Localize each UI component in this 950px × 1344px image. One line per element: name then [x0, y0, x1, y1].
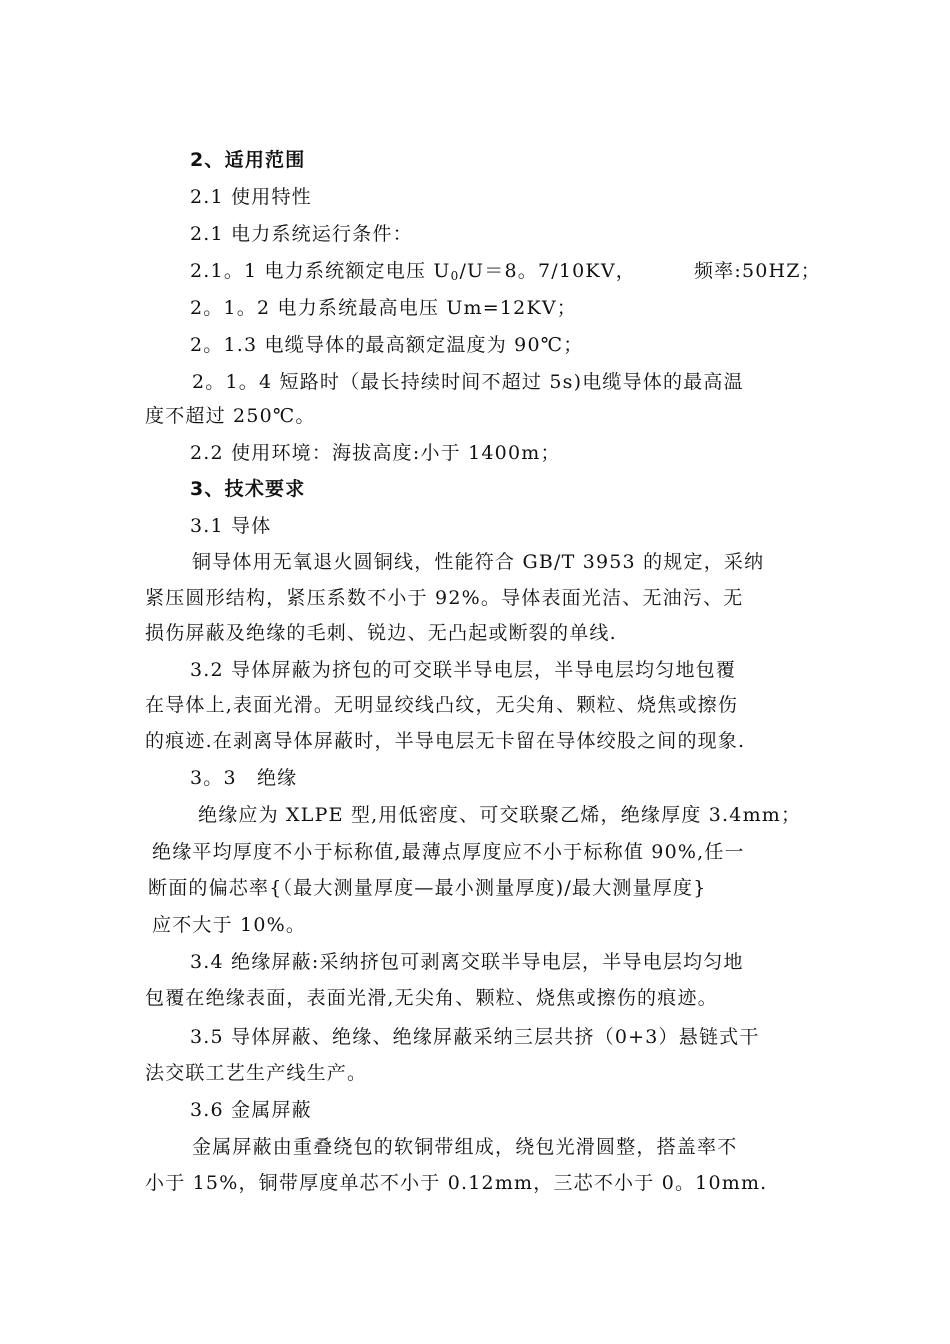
subscript-zero: 0	[450, 269, 460, 283]
clause-3-2-line2: 在导体上,表面光滑。无明显绞线凸纹，无尖角、颗粒、烧焦或擦伤	[145, 694, 739, 716]
clause-2-1-conditions: 2.1 电力系统运行条件：	[190, 223, 413, 245]
clause-3-4-line1: 3.4 绝缘屏蔽:采纳挤包可剥离交联半导电层，半导电层均匀地	[190, 951, 744, 973]
clause-3-5-line2: 法交联工艺生产线生产。	[145, 1062, 368, 1084]
clause-3-1-para-line3: 损伤屏蔽及绝缘的毛刺、锐边、无凸起或断裂的单线.	[145, 622, 617, 644]
clause-3-2-line1: 3.2 导体屏蔽为挤包的可交联半导电层，半导电层均匀地包覆	[190, 659, 737, 681]
clause-3-1-para-line2: 紧压圆形结构，紧压系数不小于 92%。导体表面光洁、无油污、无	[145, 587, 744, 609]
clause-3-6-para-line1: 金属屏蔽由重叠绕包的软铜带组成，绕包光滑圆整，搭盖率不	[192, 1136, 738, 1158]
clause-2-1-usage: 2.1 使用特性	[190, 186, 312, 208]
clause-3-3-line1: 绝缘应为 XLPE 型,用低密度、可交联聚乙烯，绝缘厚度 3.4mm；	[198, 804, 802, 826]
clause-2-1-4-line2: 度不超过 250℃。	[145, 405, 316, 427]
clause-2-1-1-pre: 2.1。1 电力系统额定电压 U	[190, 260, 451, 282]
clause-3-3-line3: 断面的偏芯率{（最大测量厚度—最小测量厚度)/最大测量厚度}	[148, 877, 707, 899]
clause-3-5-line1: 3.5 导体屏蔽、绝缘、绝缘屏蔽采纳三层共挤（0+3）悬链式干	[190, 1026, 760, 1048]
clause-3-1: 3.1 导体	[190, 515, 272, 537]
clause-2-1-1-frequency: 频率:50HZ；	[693, 260, 821, 282]
clause-2-1-3: 2。1.3 电缆导体的最高额定温度为 90℃；	[190, 334, 584, 356]
clause-3-6-para-line2: 小于 15%，铜带厚度单芯不小于 0.12mm，三芯不小于 0。10mm.	[145, 1172, 768, 1194]
section-2-heading: 2、适用范围	[190, 149, 306, 171]
clause-3-1-para-line1: 铜导体用无氧退火圆铜线，性能符合 GB/T 3953 的规定，采纳	[192, 551, 765, 573]
clause-2-1-2: 2。1。2 电力系统最高电压 Um=12KV；	[190, 297, 577, 319]
clause-3-2-line3: 的痕迹.在剥离导体屏蔽时，半导电层无卡留在导体绞股之间的现象.	[145, 730, 746, 752]
clause-2-1-1-post: /U＝8。7/10KV，	[459, 260, 636, 282]
clause-3-3-line2: 绝缘平均厚度不小于标称值,最薄点厚度应不小于标称值 90%,任一	[152, 841, 745, 863]
clause-3-3-line4: 应不大于 10%。	[152, 914, 307, 936]
clause-2-2: 2.2 使用环境：海拔高度:小于 1400m；	[190, 442, 561, 464]
clause-2-1-4-line1: 2。1。4 短路时（最长持续时间不超过 5s)电缆导体的最高温	[192, 371, 744, 393]
section-3-heading: 3、技术要求	[190, 478, 306, 500]
clause-3-3: 3。3 绝缘	[190, 767, 298, 789]
clause-2-1-1	[190, 259, 821, 283]
clause-3-6: 3.6 金属屏蔽	[190, 1099, 312, 1121]
clause-3-4-line2: 包覆在绝缘表面，表面光滑,无尖角、颗粒、烧焦或擦伤的痕迹。	[145, 987, 718, 1009]
